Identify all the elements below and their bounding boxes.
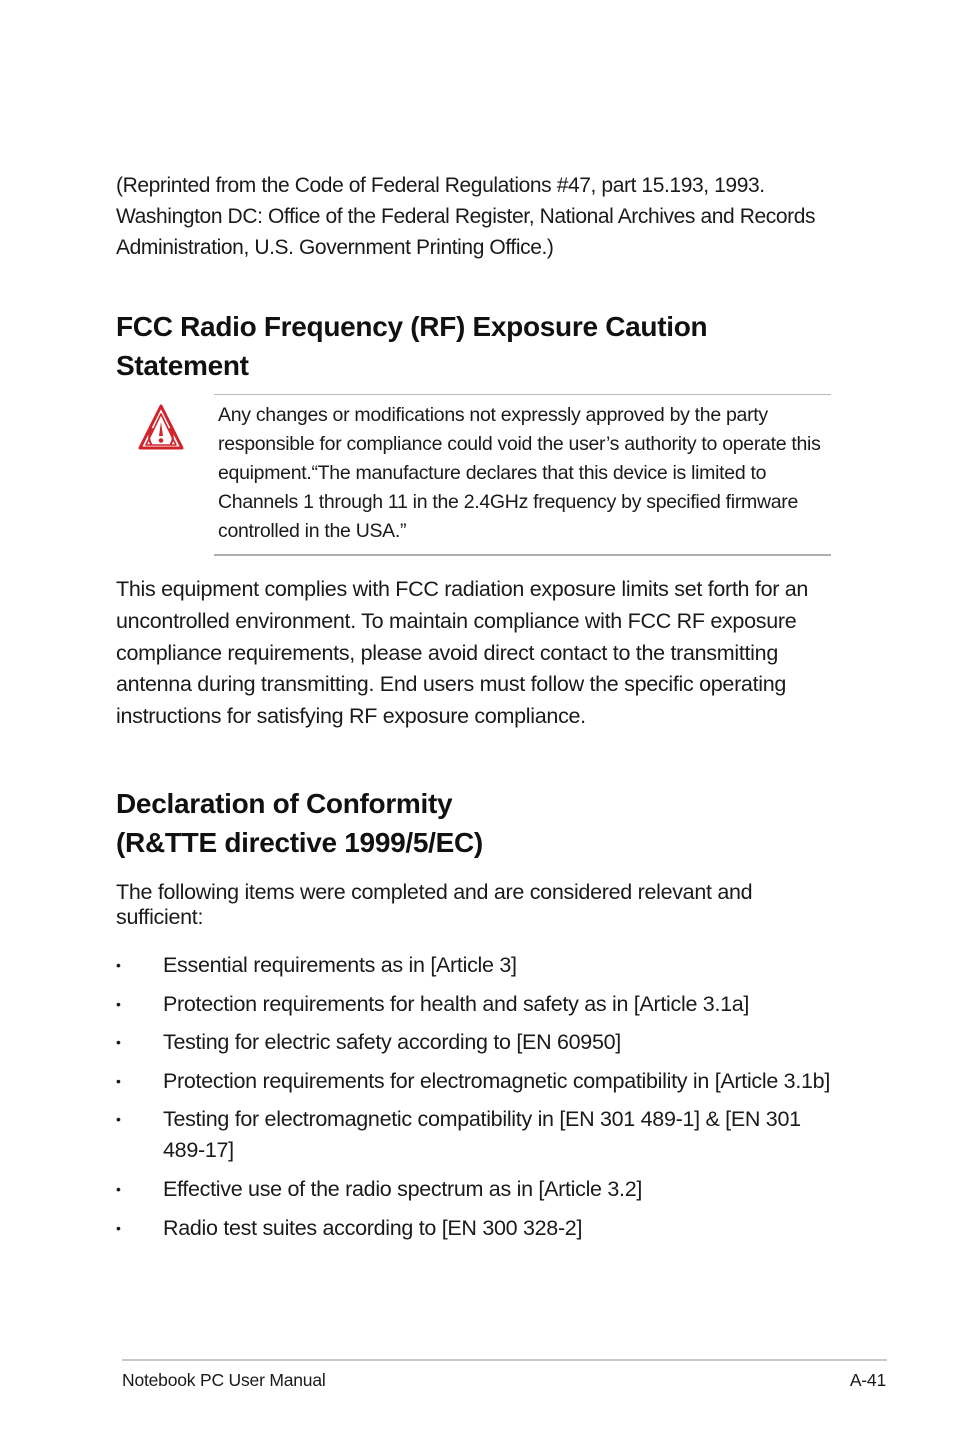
doc-intro-paragraph: The following items were completed and are considered relevant and sufficient: <box>116 880 753 929</box>
caution-text: Any changes or modifications not expressly approved by the party responsible for compliance could void the user’s authority to operate this equipment.“The manufacture declares that this device is limited to Channels 1 through 11 in the 2.4GHz frequency by specified firmware controlled in the USA.” <box>218 404 821 542</box>
list-item-text: Protection requirements for health and safety as in [Article 3.1a] <box>163 991 750 1016</box>
doc-heading-line1: Declaration of Conformity <box>116 788 453 819</box>
list-item <box>116 1104 836 1166</box>
list-item-text: Radio test suites according to [EN 300 328-2] <box>163 1215 583 1240</box>
bullet-icon: • <box>116 1072 121 1089</box>
list-item <box>116 1213 836 1244</box>
footer-title: Notebook PC User Manual <box>122 1370 326 1390</box>
list-item-text: Effective use of the radio spectrum as in [Article 3.2] <box>163 1176 643 1201</box>
list-item-text: Testing for electric safety according to [EN 60950] <box>163 1030 621 1055</box>
bullet-icon: • <box>116 1219 121 1236</box>
caution-bottom-divider <box>214 554 831 556</box>
doc-heading-line2: (R&TTE directive 1999/5/EC) <box>116 827 483 858</box>
list-item <box>116 1066 836 1097</box>
list-item-text: Essential requirements as in [Article 3] <box>163 953 517 977</box>
list-item-text: Protection requirements for electromagnetic compatibility in [Article 3.1b] <box>163 1068 831 1093</box>
bullet-icon: • <box>116 1034 121 1051</box>
warning-triangle-icon <box>136 403 186 455</box>
list-item <box>116 950 836 981</box>
fcc-body-paragraph: This equipment complies with FCC radiation exposure limits set forth for an uncontrolled environment. To maintain compliance with FCC RF exposure compliance requirements, please avoid direct contact to the transmitting antenna during transmitting. End users must follow the specific operating instructions for satisfying RF exposure compliance. <box>116 577 809 729</box>
footer-divider <box>122 1359 887 1361</box>
list-item-text: Testing for electromagnetic compatibility in [EN 301 489-1] & [EN 301 489-17] <box>163 1107 801 1163</box>
caution-top-divider <box>214 394 831 395</box>
requirements-list <box>116 950 836 1251</box>
fcc-heading-line2: Statement <box>116 350 249 381</box>
bullet-icon: • <box>116 1111 121 1128</box>
list-item <box>116 1174 836 1205</box>
bullet-icon: • <box>116 995 121 1012</box>
page-number: A-41 <box>849 1370 886 1390</box>
list-item <box>116 1027 836 1058</box>
bullet-icon: • <box>116 957 121 973</box>
list-item <box>116 989 836 1020</box>
doc-section-heading <box>116 784 836 862</box>
bullet-icon: • <box>116 1180 121 1197</box>
reprint-note: (Reprinted from the Code of Federal Regulations #47, part 15.193, 1993. Washington DC: Office of the Federal Register, National Archives and Records Administration, U.S. Government Printing Office.) <box>116 174 816 259</box>
fcc-section-heading <box>116 307 836 385</box>
fcc-heading-line1: FCC Radio Frequency (RF) Exposure Caution <box>116 311 708 342</box>
